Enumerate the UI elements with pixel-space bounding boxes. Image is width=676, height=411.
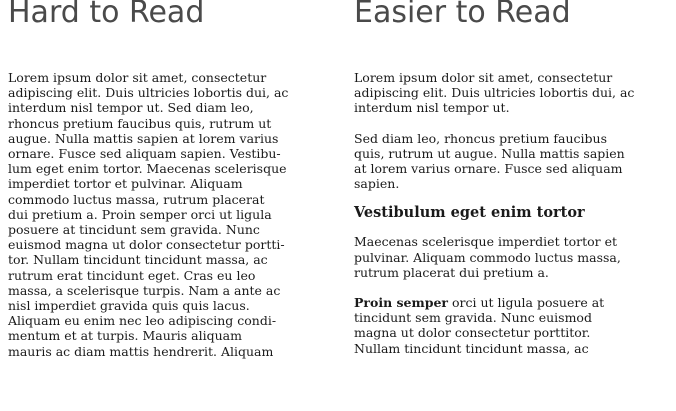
text-line: Sed diam leo, rhoncus pretium faucibus (354, 130, 607, 146)
paragraph-gap (354, 191, 670, 204)
text-line: Aliquam eu enim nec leo adipiscing condi- (8, 313, 277, 329)
text-line: adipiscing elit. Duis ultricies lobortis dui, ac (8, 85, 289, 101)
text-run: orci ut ligula posuere at (448, 295, 605, 311)
paragraph-gap (354, 116, 670, 131)
text-line: euismod magna ut dolor consectetur portti- (8, 237, 285, 253)
text-line: nisl imperdiet gravida quis quis lacus. (8, 298, 250, 314)
text-line: pulvinar. Aliquam commodo luctus massa, (354, 249, 621, 265)
paragraph-1 (354, 70, 670, 116)
easier-to-read-title: Easier to Read (354, 0, 571, 30)
bold-lead-in: Proin semper (354, 295, 449, 311)
text-line: tor. Nullam tincidunt tincidunt massa, ac (8, 252, 268, 268)
text-line: imperdiet tortor et pulvinar. Aliquam (8, 176, 243, 192)
paragraph-gap (354, 280, 670, 295)
dense-paragraph (8, 70, 334, 359)
text-line: rutrum erat tincidunt eget. Cras eu leo (8, 267, 256, 283)
text-line: interdum nisl tempor ut. (354, 100, 510, 116)
text-line: quis, rutrum ut augue. Nulla mattis sapien (354, 145, 625, 161)
text-line: lum eget enim tortor. Maecenas scelerisque (8, 161, 287, 177)
section-subheading: Vestibulum eget enim tortor (354, 204, 585, 222)
hard-to-read-column (8, 0, 334, 359)
paragraph-2 (354, 131, 670, 192)
text-line: mentum et at turpis. Mauris aliquam (8, 328, 242, 344)
text-line: sapien. (354, 176, 400, 192)
paragraph-3 (354, 234, 670, 280)
text-line: commodo luctus massa, rutrum placerat (8, 191, 265, 207)
text-line: magna ut dolor consectetur porttitor. (354, 325, 591, 341)
text-line: Nullam tincidunt tincidunt massa, ac (354, 340, 589, 356)
text-line: rhoncus pretium faucibus quis, rutrum ut (8, 115, 272, 131)
text-line: ornare. Fusce sed aliquam sapien. Vestibu- (8, 146, 281, 162)
text-line: augue. Nulla mattis sapien at lorem varius (8, 130, 279, 146)
paragraph-4 (354, 295, 670, 356)
text-line: massa, a scelerisque turpis. Nam a ante ac (8, 282, 281, 298)
text-line: Lorem ipsum dolor sit amet, consectetur (8, 70, 267, 85)
text-line (354, 295, 670, 310)
text-line: Lorem ipsum dolor sit amet, consectetur (354, 70, 613, 85)
hard-to-read-title: Hard to Read (8, 0, 205, 30)
text-line: Maecenas scelerisque imperdiet tortor et (354, 234, 618, 250)
easier-to-read-column (354, 0, 670, 356)
text-line: dui pretium a. Proin semper orci ut ligula (8, 206, 272, 222)
text-line: posuere at tincidunt sem gravida. Nunc (8, 222, 260, 238)
text-line: mauris ac diam mattis hendrerit. Aliquam (8, 343, 274, 359)
text-line: tincidunt sem gravida. Nunc euismod (354, 310, 592, 326)
text-line: interdum nisl tempor ut. Sed diam leo, (8, 100, 254, 116)
text-line: rutrum placerat dui pretium a. (354, 264, 549, 280)
paragraph-gap (354, 221, 670, 234)
text-line: at lorem varius ornare. Fusce sed aliquam (354, 161, 623, 177)
text-line: adipiscing elit. Duis ultricies lobortis dui, ac (354, 85, 635, 101)
